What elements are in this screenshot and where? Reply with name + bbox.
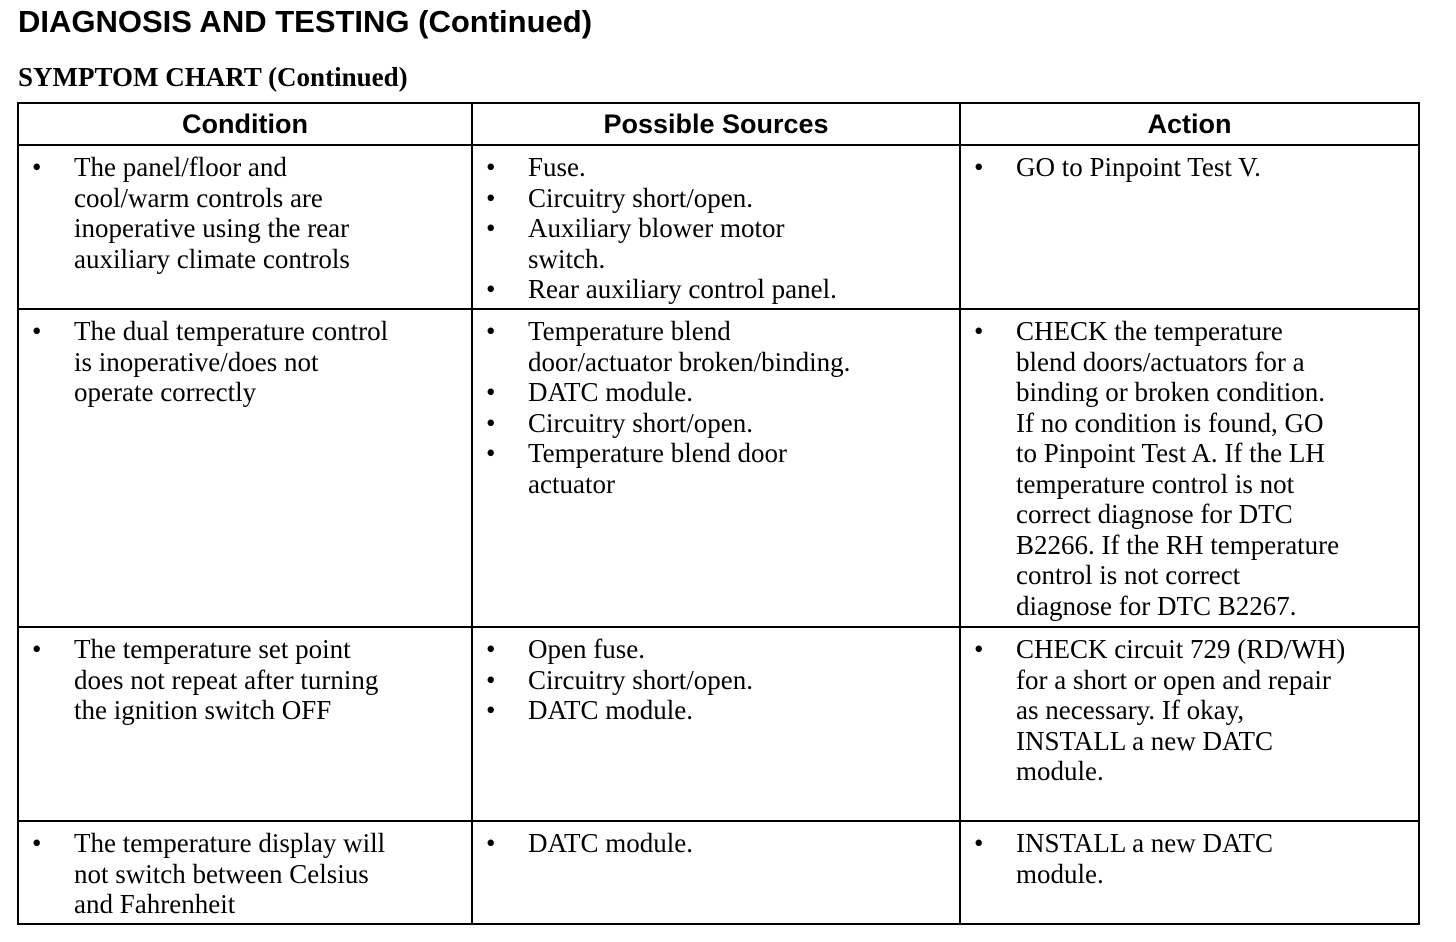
bullet-item: • The temperature display will not switch between Celsius and Fahrenheit <box>19 828 465 920</box>
bullet-list <box>961 146 1418 183</box>
bullet-list <box>19 146 471 274</box>
bullet-item: • Circuitry short/open. <box>473 408 953 439</box>
bullet-list <box>961 628 1418 787</box>
condition-cell <box>18 821 472 924</box>
bullet-item: • Rear auxiliary control panel. <box>473 274 953 305</box>
bullet-item: • CHECK the temperature blend doors/actuators for a binding or broken condition. If no condition is found, GO to Pinpoint Test A. If the LH temperature control is not correct diagnose for DTC B2266. If the RH temperature control is not correct diagnose for DTC B2267. <box>961 316 1412 621</box>
action-cell <box>960 627 1419 821</box>
bullet-item: • DATC module. <box>473 828 953 859</box>
bullet-item: • The temperature set point does not repeat after turning the ignition switch OFF <box>19 634 465 726</box>
bullet-item: • Open fuse. <box>473 634 953 665</box>
condition-cell <box>18 309 472 627</box>
bullet-item: • INSTALL a new DATC module. <box>961 828 1412 889</box>
table-row <box>18 627 1419 821</box>
column-header-condition: Condition <box>18 103 472 145</box>
bullet-item: • Circuitry short/open. <box>473 665 953 696</box>
bullet-list <box>473 310 959 499</box>
column-header-action: Action <box>960 103 1419 145</box>
possible-sources-cell <box>472 627 960 821</box>
bullet-item: • The dual temperature control is inoperative/does not operate correctly <box>19 316 465 408</box>
bullet-item: • GO to Pinpoint Test V. <box>961 152 1412 183</box>
bullet-list <box>473 146 959 305</box>
table-row <box>18 145 1419 309</box>
bullet-item: • DATC module. <box>473 377 953 408</box>
table-row <box>18 309 1419 627</box>
bullet-item: • CHECK circuit 729 (RD/WH) for a short or open and repair as necessary. If okay, INSTALL a new DATC module. <box>961 634 1412 787</box>
condition-cell <box>18 627 472 821</box>
bullet-list <box>19 628 471 726</box>
condition-cell <box>18 145 472 309</box>
possible-sources-cell <box>472 821 960 924</box>
bullet-item: • Auxiliary blower motor switch. <box>473 213 953 274</box>
action-cell <box>960 821 1419 924</box>
bullet-list <box>961 822 1418 889</box>
action-cell <box>960 309 1419 627</box>
bullet-list <box>19 822 471 920</box>
bullet-item: • The panel/floor and cool/warm controls are inoperative using the rear auxiliary climate controls <box>19 152 465 274</box>
bullet-list <box>961 310 1418 621</box>
column-header-possible-sources: Possible Sources <box>472 103 960 145</box>
bullet-list <box>19 310 471 408</box>
symptom-chart-table <box>17 102 1420 925</box>
table-header-row <box>18 103 1419 145</box>
bullet-list <box>473 628 959 726</box>
section-subtitle: SYMPTOM CHART (Continued) <box>18 62 408 92</box>
bullet-list <box>473 822 959 859</box>
page-title: DIAGNOSIS AND TESTING (Continued) <box>18 4 593 39</box>
bullet-item: • Temperature blend door/actuator broken/binding. <box>473 316 953 377</box>
bullet-item: • DATC module. <box>473 695 953 726</box>
possible-sources-cell <box>472 309 960 627</box>
bullet-item: • Fuse. <box>473 152 953 183</box>
bullet-item: • Temperature blend door actuator <box>473 438 953 499</box>
table-row <box>18 821 1419 924</box>
bullet-item: • Circuitry short/open. <box>473 183 953 214</box>
action-cell <box>960 145 1419 309</box>
possible-sources-cell <box>472 145 960 309</box>
